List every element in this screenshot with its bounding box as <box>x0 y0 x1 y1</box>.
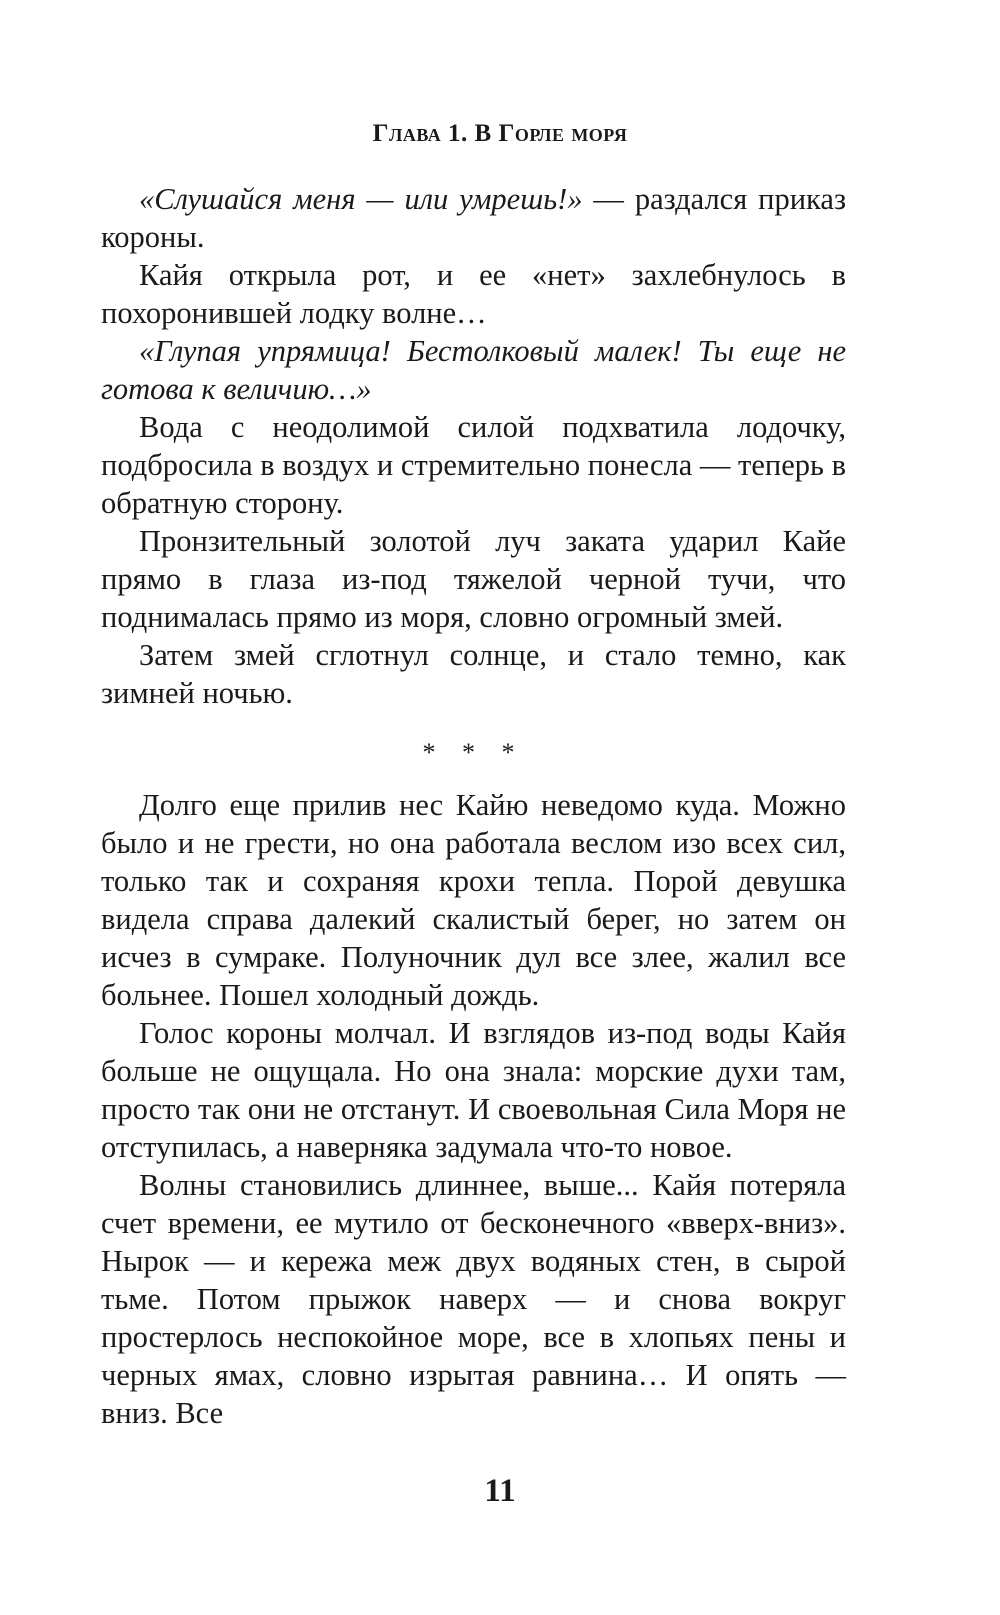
paragraph-9: Волны становились длиннее, выше... Кайя потеряла счет времени, ее мутило от бесконечного «вверх-вниз». Нырок — и кережа меж двух водяных стен, в сырой тьме. Потом прыжок наверх — и снова вокруг простерлось неспокойное море, все в хлопьях пены и черных ямах, словно изрытая равнина… И опять — вниз. Все <box>101 1168 846 1430</box>
page-number: 11 <box>484 1473 516 1509</box>
paragraph-7: Долго еще прилив нес Кайю неведомо куда. Можно было и не грести, но она работала веслом изо всех сил, только так и сохраняя крохи тепла. Порой девушка видела справа далекий скалистый берег, но затем он исчез в сумраке. Полуночник дул все злее, жалил все больнее. Пошел холодный дождь. <box>101 788 846 1012</box>
body-text <box>101 180 846 1432</box>
paragraph-5: Пронзительный золотой луч заката ударил Кайе прямо в глаза из-под тяжелой черной тучи, что поднималась прямо из моря, словно огромный змей. <box>101 524 846 634</box>
paragraph-6: Затем змей сглотнул солнце, и стало темно, как зимней ночью. <box>101 638 846 710</box>
crown-command-quote: «Слушайся меня — или умрешь!» <box>139 182 583 216</box>
paragraph-8: Голос короны молчал. И взглядов из-под воды Кайя больше не ощущала. Но она знала: морские духи там, просто так они не отстанут. И своевольная Сила Моря не отступилась, а наверняка задумала что-то новое. <box>101 1016 846 1164</box>
running-title: Глава 1. В Горле моря <box>372 120 628 147</box>
paragraph-2: Кайя открыла рот, и ее «нет» захлебнулось в похоронившей лодку волне… <box>101 258 846 330</box>
paragraph-1-rest: — раздался приказ короны. <box>101 182 846 254</box>
paragraph-4: Вода с неодолимой силой подхватила лодочку, подбросила в воздух и стремительно понесла — теперь в обратную сторону. <box>101 410 846 520</box>
paragraph-3-quote: «Глупая упрямица! Бестолковый малек! Ты еще не готова к величию…» <box>101 334 846 406</box>
paragraph-1 <box>101 180 846 256</box>
section-separator: * * * <box>422 738 525 767</box>
